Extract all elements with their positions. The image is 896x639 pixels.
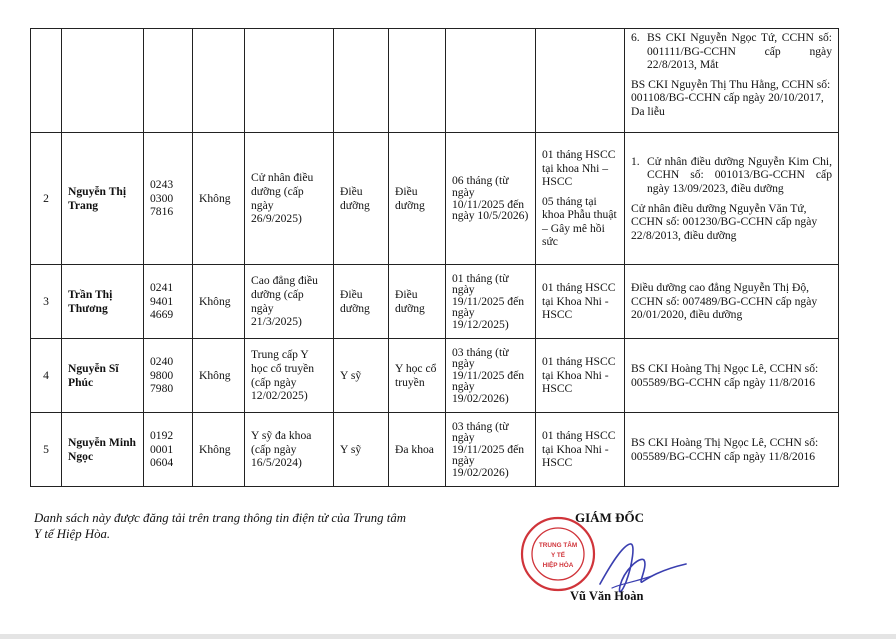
duration-text: 03 tháng (từ ngày 19/11/2025 đến ngày 19/02/2026) bbox=[452, 419, 525, 479]
job-title bbox=[334, 133, 389, 265]
training-plan bbox=[536, 29, 625, 133]
staff-name bbox=[62, 265, 144, 339]
supervisor-number: 1. bbox=[631, 154, 640, 168]
qualification-text: Cao đẳng điều dưỡng (cấp ngày 21/3/2025) bbox=[251, 274, 318, 329]
phone-part: 0240 bbox=[150, 355, 174, 369]
row-index-text: 5 bbox=[43, 442, 49, 456]
duration bbox=[446, 133, 536, 265]
table-row bbox=[31, 133, 839, 265]
supervisor-paragraph: BS CKI Hoàng Thị Ngọc Lê, CCHN số: 005589/BG-CCHN cấp ngày 11/8/2016 bbox=[631, 435, 819, 463]
qualification bbox=[245, 29, 334, 133]
supervisors bbox=[625, 29, 839, 133]
staff-table bbox=[30, 28, 839, 487]
supervisor-text: Cử nhân điều dưỡng Nguyễn Kim Chi, CCHN số: 001013/BG-CCHN cấp ngày 13/09/2023, điều dưỡng bbox=[647, 154, 832, 195]
supervisor-numbered bbox=[631, 155, 832, 196]
overtime-text: Không bbox=[199, 368, 231, 382]
staff-name-text: Nguyễn Thị Trang bbox=[68, 184, 127, 212]
table-row bbox=[31, 413, 839, 487]
duration-text: 06 tháng (từ ngày 10/11/2025 đến ngày 10/5/2026) bbox=[452, 174, 529, 223]
training-item: 01 tháng HSCC tại Khoa Nhi - HSCC bbox=[542, 281, 616, 322]
duration bbox=[446, 29, 536, 133]
phone-number bbox=[144, 413, 193, 487]
row-index bbox=[31, 339, 62, 413]
phone-part: 0243 bbox=[150, 178, 174, 192]
qualification bbox=[245, 339, 334, 413]
staff-name-text: Nguyễn Sĩ Phúc bbox=[68, 361, 119, 389]
training-item: 01 tháng HSCC tại Khoa Nhi - HSCC bbox=[542, 429, 616, 470]
phone-number bbox=[144, 339, 193, 413]
staff-name bbox=[62, 339, 144, 413]
training-plan bbox=[536, 265, 625, 339]
staff-name-text: Nguyễn Minh Ngọc bbox=[68, 435, 136, 463]
practice-scope-text: Điều dưỡng bbox=[395, 184, 425, 212]
phone-part: 4669 bbox=[150, 308, 174, 322]
practice-scope bbox=[389, 265, 446, 339]
qualification bbox=[245, 133, 334, 265]
job-title bbox=[334, 339, 389, 413]
svg-text:Y TẾ: Y TẾ bbox=[550, 552, 566, 559]
phone-part: 7816 bbox=[150, 205, 174, 219]
overtime-status bbox=[193, 413, 245, 487]
phone-part: 9401 bbox=[150, 294, 174, 308]
supervisor-paragraph: Điều dưỡng cao đẳng Nguyễn Thị Độ, CCHN số: 007489/BG-CCHN cấp ngày 20/01/2020, điều dưỡng bbox=[631, 281, 818, 322]
overtime-text: Không bbox=[199, 191, 231, 205]
qualification-text: Cử nhân điều dưỡng (cấp ngày 26/9/2025) bbox=[251, 171, 314, 226]
practice-scope-text: Đa khoa bbox=[395, 442, 434, 456]
overtime-status bbox=[193, 339, 245, 413]
overtime-text: Không bbox=[199, 294, 231, 308]
staff-name bbox=[62, 413, 144, 487]
duration bbox=[446, 413, 536, 487]
training-plan bbox=[536, 413, 625, 487]
qualification bbox=[245, 265, 334, 339]
supervisor-text: BS CKI Nguyễn Ngọc Tứ, CCHN số: 001111/BG-CCHN cấp ngày 22/8/2013, Mắt bbox=[647, 31, 832, 72]
supervisor-paragraph: Cử nhân điều dưỡng Nguyễn Văn Tứ, CCHN số: 001230/BG-CCHN cấp ngày 22/8/2013, điều dưỡng bbox=[631, 201, 818, 242]
row-index-text: 4 bbox=[43, 368, 49, 382]
row-index bbox=[31, 413, 62, 487]
table-row bbox=[31, 29, 839, 133]
practice-scope-text: Y học cổ truyền bbox=[395, 361, 437, 389]
phone-part: 0604 bbox=[150, 456, 174, 470]
supervisors bbox=[625, 413, 839, 487]
supervisor-paragraph: BS CKI Hoàng Thị Ngọc Lê, CCHN số: 005589/BG-CCHN cấp ngày 11/8/2016 bbox=[631, 361, 819, 389]
training-plan bbox=[536, 339, 625, 413]
job-title-text: Điều dưỡng bbox=[340, 184, 370, 212]
qualification bbox=[245, 413, 334, 487]
training-item: 01 tháng HSCC tại khoa Nhi – HSCC bbox=[542, 147, 616, 189]
svg-text:TRUNG TÂM: TRUNG TÂM bbox=[538, 542, 578, 549]
training-item: 01 tháng HSCC tại Khoa Nhi - HSCC bbox=[542, 355, 616, 396]
job-title-text: Y sỹ bbox=[340, 442, 362, 456]
training-plan bbox=[536, 133, 625, 265]
footer-note: Danh sách này được đăng tải trên trang thông tin điện tử của Trung tâm Y tế Hiệp Hòa. bbox=[34, 511, 406, 541]
practice-scope bbox=[389, 339, 446, 413]
duration-text: 01 tháng (từ ngày 19/11/2025 đến ngày 19/12/2025) bbox=[452, 271, 525, 331]
phone-number bbox=[144, 133, 193, 265]
row-index-text: 3 bbox=[43, 294, 49, 308]
staff-name-text: Trần Thị Thương bbox=[68, 287, 113, 315]
job-title-text: Điều dưỡng bbox=[340, 287, 370, 315]
row-index-text: 2 bbox=[43, 191, 49, 205]
overtime-status bbox=[193, 133, 245, 265]
supervisors bbox=[625, 133, 839, 265]
duration bbox=[446, 339, 536, 413]
director-name: Vũ Văn Hoàn bbox=[570, 589, 644, 603]
phone-number bbox=[144, 29, 193, 133]
practice-scope-text: Điều dưỡng bbox=[395, 287, 425, 315]
qualification-text: Y sỹ đa khoa (cấp ngày 16/5/2024) bbox=[251, 429, 312, 470]
staff-name bbox=[62, 29, 144, 133]
phone-part: 7980 bbox=[150, 382, 174, 396]
supervisor-paragraph: BS CKI Nguyễn Thị Thu Hằng, CCHN số: 001108/BG-CCHN cấp ngày 20/10/2017, Da liễu bbox=[631, 77, 831, 118]
phone-number bbox=[144, 265, 193, 339]
phone-part: 0001 bbox=[150, 442, 174, 456]
page-bottom-edge bbox=[0, 634, 896, 639]
phone-part: 0192 bbox=[150, 429, 174, 443]
overtime-status bbox=[193, 265, 245, 339]
row-index bbox=[31, 133, 62, 265]
training-item: 05 tháng tại khoa Phẫu thuật – Gây mê hồi sức bbox=[542, 194, 617, 249]
overtime-status bbox=[193, 29, 245, 133]
table-row bbox=[31, 265, 839, 339]
signature-block bbox=[520, 508, 740, 608]
overtime-text: Không bbox=[199, 442, 231, 456]
practice-scope bbox=[389, 29, 446, 133]
supervisor-number: 6. bbox=[631, 31, 640, 44]
director-title: GIÁM ĐỐC bbox=[575, 510, 644, 525]
phone-part: 9800 bbox=[150, 368, 174, 382]
job-title bbox=[334, 29, 389, 133]
practice-scope bbox=[389, 133, 446, 265]
table-row bbox=[31, 339, 839, 413]
job-title-text: Y sỹ bbox=[340, 368, 362, 382]
duration-text: 03 tháng (từ ngày 19/11/2025 đến ngày 19/02/2026) bbox=[452, 345, 525, 405]
row-index bbox=[31, 265, 62, 339]
duration bbox=[446, 265, 536, 339]
phone-part: 0300 bbox=[150, 191, 174, 205]
svg-text:HIỆP HÒA: HIỆP HÒA bbox=[542, 562, 574, 569]
staff-name bbox=[62, 133, 144, 265]
practice-scope bbox=[389, 413, 446, 487]
job-title bbox=[334, 265, 389, 339]
phone-part: 0241 bbox=[150, 281, 174, 295]
supervisors bbox=[625, 265, 839, 339]
row-index bbox=[31, 29, 62, 133]
table-body bbox=[31, 29, 839, 487]
qualification-text: Trung cấp Y học cổ truyền (cấp ngày 12/02/2025) bbox=[251, 348, 315, 403]
supervisor-numbered bbox=[631, 31, 832, 72]
supervisors bbox=[625, 339, 839, 413]
job-title bbox=[334, 413, 389, 487]
